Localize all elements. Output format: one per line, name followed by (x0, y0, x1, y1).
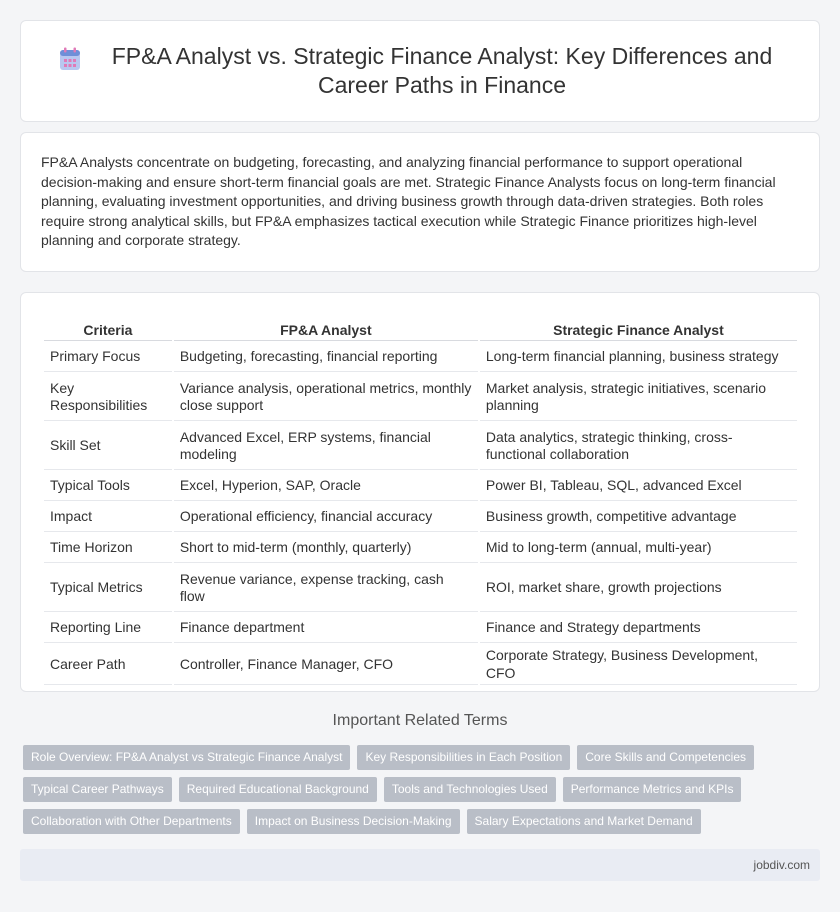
table-cell: Time Horizon (44, 534, 172, 563)
table-cell: Typical Tools (44, 472, 172, 501)
related-term-tag[interactable]: Key Responsibilities in Each Position (357, 745, 570, 770)
related-term-tag[interactable]: Performance Metrics and KPIs (563, 777, 742, 802)
column-header-strategic: Strategic Finance Analyst (480, 315, 797, 341)
table-row (44, 374, 797, 421)
table-cell: Market analysis, strategic initiatives, scenario planning (480, 374, 797, 421)
table-cell: Skill Set (44, 423, 172, 470)
page-title: FP&A Analyst vs. Strategic Finance Analyst: Key Differences and Career Paths in Finance (111, 43, 773, 98)
column-header-criteria: Criteria (44, 315, 172, 341)
table-cell: Budgeting, forecasting, financial reporting (174, 343, 478, 372)
table-cell: Career Path (44, 645, 172, 685)
related-term-tag[interactable]: Impact on Business Decision-Making (247, 809, 460, 834)
table-row (44, 423, 797, 470)
related-term-tag[interactable]: Tools and Technologies Used (384, 777, 556, 802)
table-cell: Controller, Finance Manager, CFO (174, 645, 478, 685)
related-term-tag[interactable]: Typical Career Pathways (23, 777, 172, 802)
table-cell: Long-term financial planning, business strategy (480, 343, 797, 372)
table-cell: Mid to long-term (annual, multi-year) (480, 534, 797, 563)
related-term-tag[interactable]: Required Educational Background (179, 777, 377, 802)
table-cell: ROI, market share, growth projections (480, 565, 797, 612)
table-cell: Key Responsibilities (44, 374, 172, 421)
table-cell: Operational efficiency, financial accuracy (174, 503, 478, 532)
related-term-tag[interactable]: Salary Expectations and Market Demand (467, 809, 701, 834)
related-terms-heading: Important Related Terms (332, 712, 508, 729)
table-row (44, 503, 797, 532)
table-row (44, 565, 797, 612)
column-header-fpa: FP&A Analyst (174, 315, 478, 341)
table-row (44, 645, 797, 685)
comparison-table-card (20, 292, 820, 692)
table-header-row (44, 315, 797, 341)
table-row (44, 534, 797, 563)
table-row (44, 614, 797, 643)
table-cell: Short to mid-term (monthly, quarterly) (174, 534, 478, 563)
table-cell: Revenue variance, expense tracking, cash flow (174, 565, 478, 612)
table-cell: Data analytics, strategic thinking, cross-functional collaboration (480, 423, 797, 470)
table-cell: Finance department (174, 614, 478, 643)
comparison-table (42, 313, 799, 687)
table-row (44, 343, 797, 372)
related-term-tag[interactable]: Role Overview: FP&A Analyst vs Strategic Finance Analyst (23, 745, 350, 770)
related-term-tag[interactable]: Core Skills and Competencies (577, 745, 754, 770)
footer (20, 849, 820, 881)
intro-card (20, 132, 820, 272)
table-cell: Variance analysis, operational metrics, monthly close support (174, 374, 478, 421)
table-cell: Excel, Hyperion, SAP, Oracle (174, 472, 478, 501)
table-cell: Typical Metrics (44, 565, 172, 612)
table-cell: Power BI, Tableau, SQL, advanced Excel (480, 472, 797, 501)
table-row (44, 472, 797, 501)
related-terms-tags (23, 745, 823, 841)
table-cell: Corporate Strategy, Business Development, CFO (480, 645, 797, 685)
table-cell: Reporting Line (44, 614, 172, 643)
intro-paragraph: FP&A Analysts concentrate on budgeting, forecasting, and analyzing financial performance to support operational decision-making and ensure short-term financial goals are met. Strategic Finance Analysts focus on long-term financial planning, evaluating investment opportunities, and driving business growth through data-driven strategies. Both roles require strong analytical skills, but FP&A emphasizes tactical execution while Strategic Finance prioritizes high-level planning and corporate strategy. (41, 154, 776, 249)
related-term-tag[interactable]: Collaboration with Other Departments (23, 809, 240, 834)
table-cell: Advanced Excel, ERP systems, financial modeling (174, 423, 478, 470)
table-cell: Primary Focus (44, 343, 172, 372)
table-cell: Business growth, competitive advantage (480, 503, 797, 532)
table-cell: Finance and Strategy departments (480, 614, 797, 643)
footer-site-link[interactable]: jobdiv.com (753, 858, 810, 872)
header-card (20, 20, 820, 122)
table-cell: Impact (44, 503, 172, 532)
